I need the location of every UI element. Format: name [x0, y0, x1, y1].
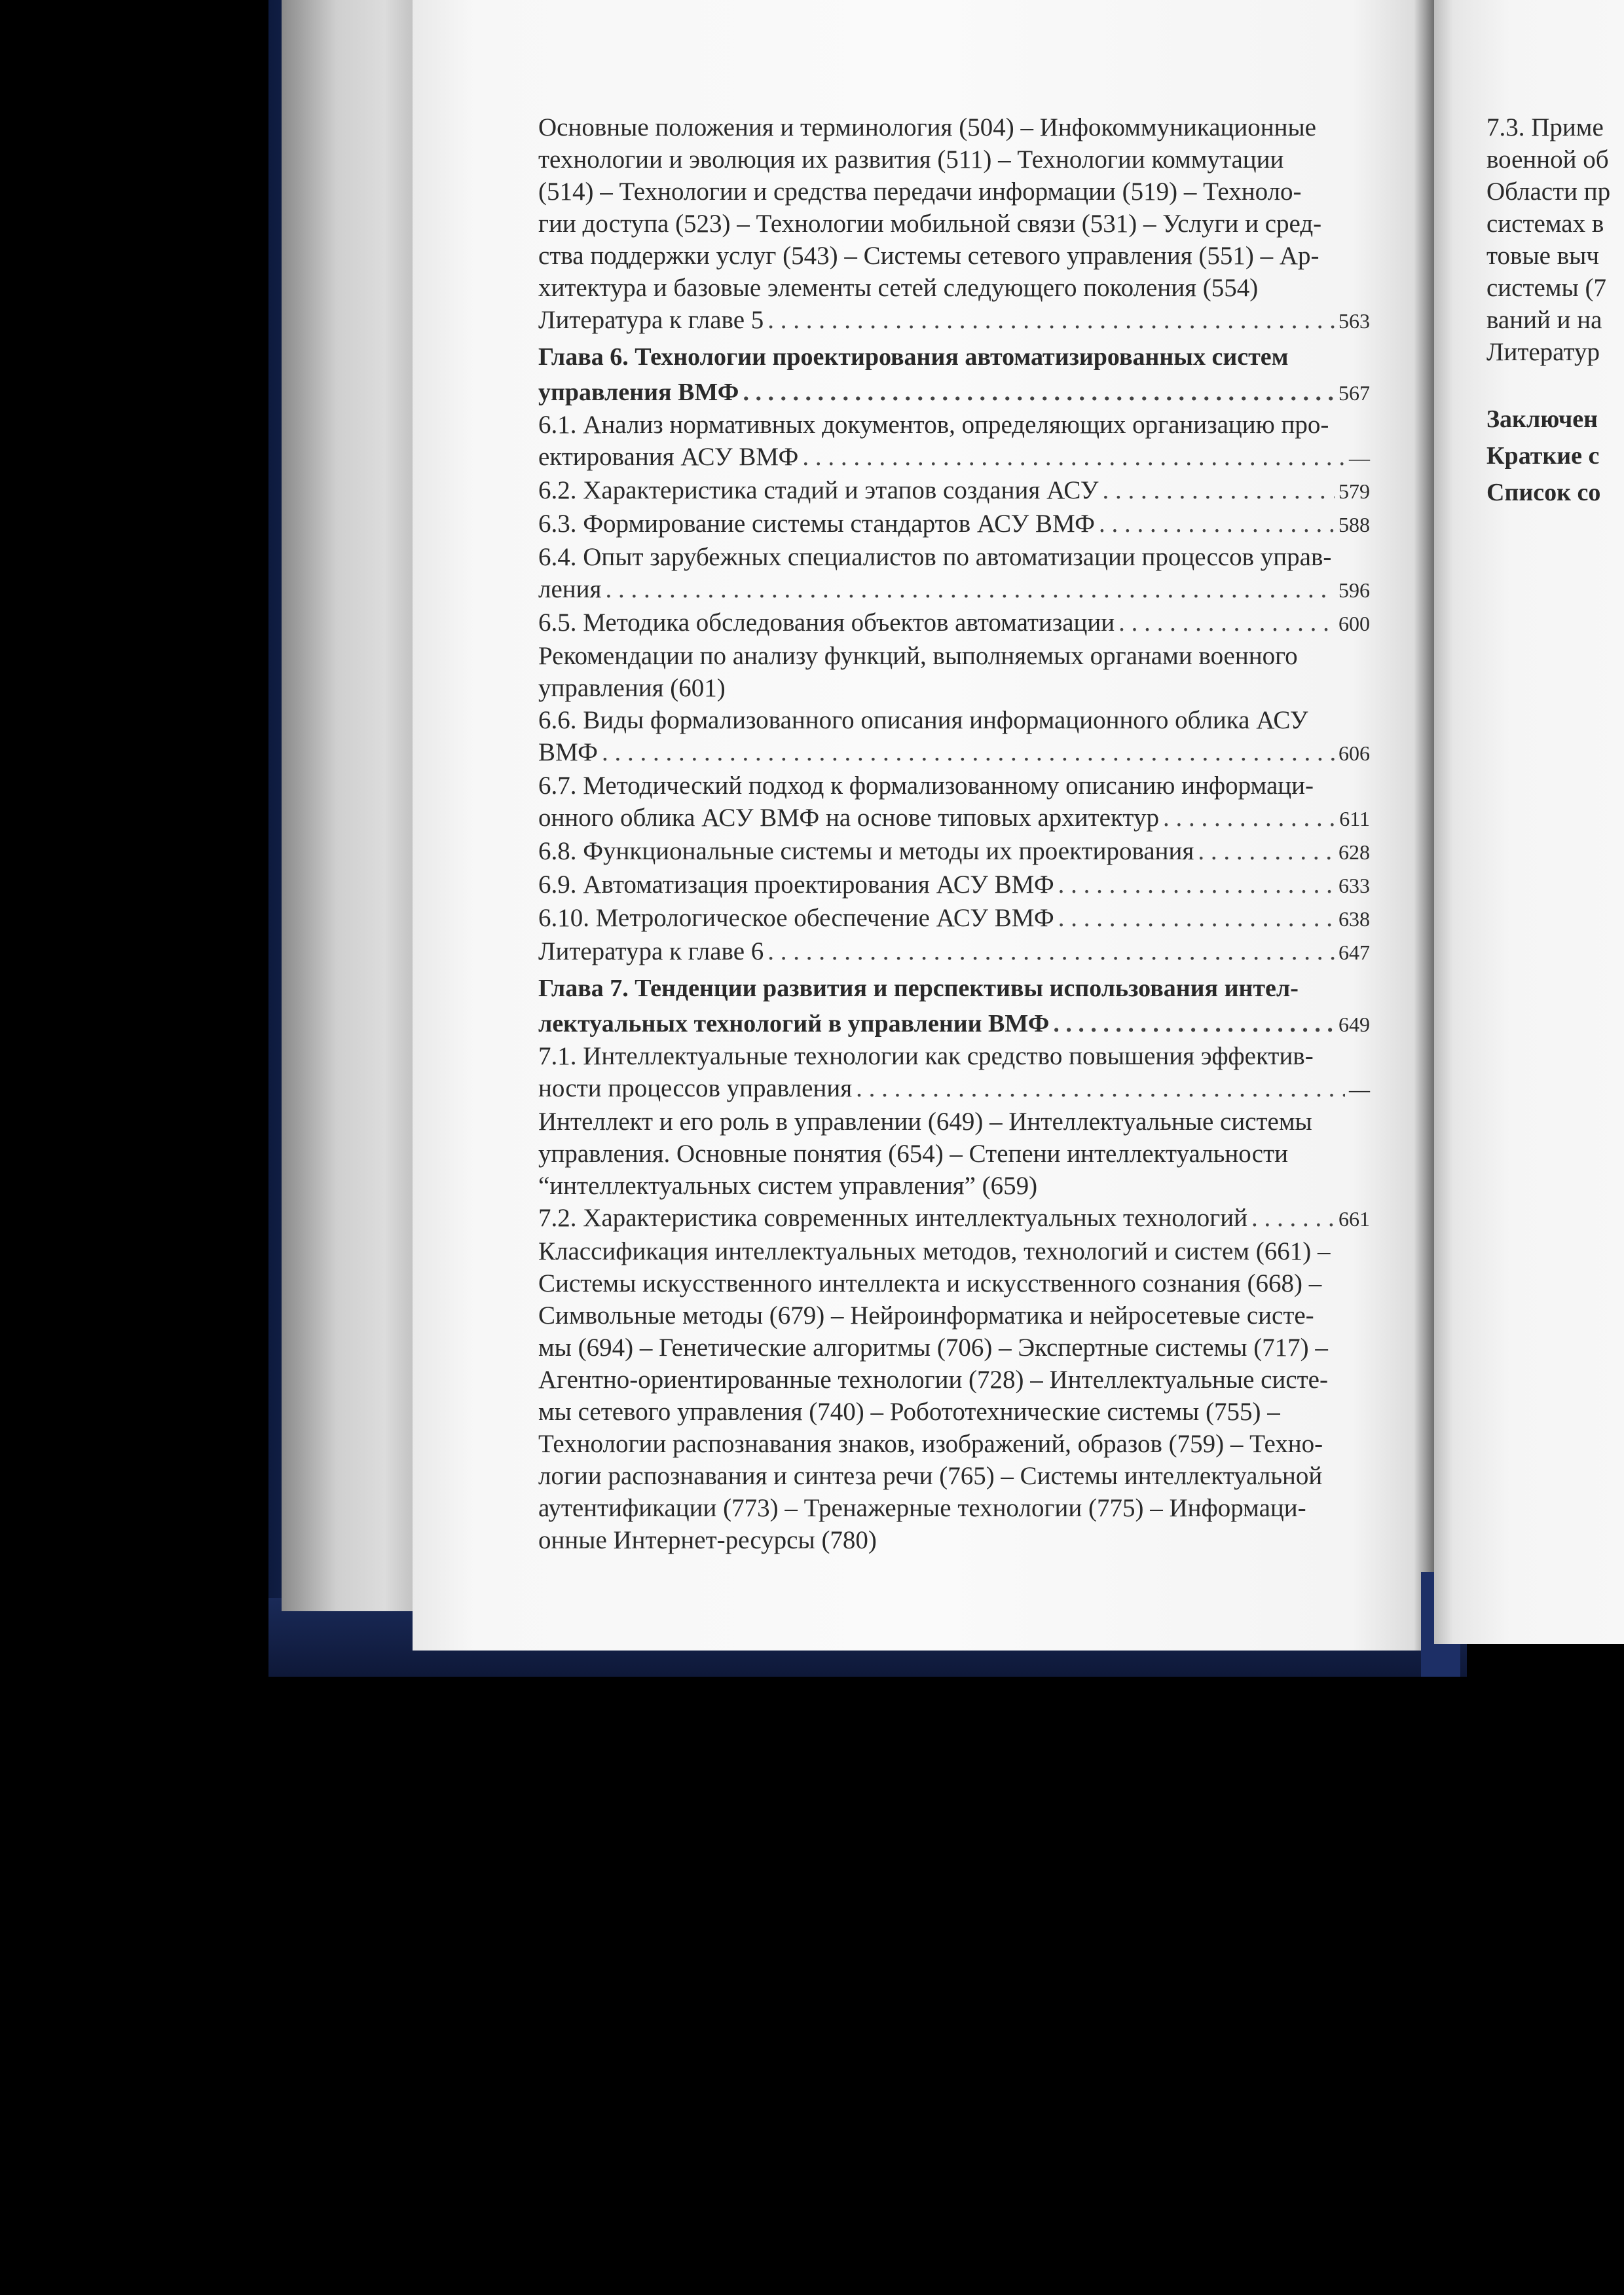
- toc-entry: [538, 1492, 1370, 1524]
- leader-dots: [1163, 802, 1335, 834]
- toc-entry-text: технологии и эволюция их развития (511) – Технологии коммутации: [538, 145, 1284, 174]
- toc-entry: [538, 1138, 1370, 1170]
- page-number: 661: [1338, 1207, 1370, 1231]
- toc-entry: [538, 111, 1370, 143]
- toc-entry: [538, 240, 1370, 272]
- toc-entry-text: хитектура и базовые элементы сетей следующего поколения (554): [538, 274, 1259, 302]
- toc-entry-text: Агентно-ориентированные технологии (728) – Интеллектуальные систе-: [538, 1366, 1328, 1394]
- toc-entry: [538, 1364, 1370, 1396]
- toc-entry: [538, 704, 1370, 736]
- toc-entry: [538, 736, 1370, 770]
- leader-dots: [1058, 902, 1335, 934]
- toc-entry-text: 6.2. Характеристика стадий и этапов создания АСУ: [538, 476, 1099, 504]
- leader-dots: [743, 377, 1335, 408]
- page-number: —: [1349, 446, 1370, 470]
- toc-entry-text: мы сетевого управления (740) – Робототехнические системы (755) –: [538, 1398, 1280, 1426]
- toc-entry-text: ектирования АСУ ВМФ: [538, 443, 799, 471]
- toc-entry-text: 6.9. Автоматизация проектирования АСУ ВМФ: [538, 870, 1054, 899]
- right-page: [1434, 0, 1624, 1644]
- toc-entry: [538, 606, 1370, 640]
- toc-entry-text: онные Интернет-ресурсы (780): [538, 1526, 877, 1554]
- toc-entry: [538, 1524, 1370, 1556]
- chapter-heading: [538, 341, 1370, 373]
- page-number: 628: [1338, 840, 1370, 864]
- page-number: 633: [1338, 874, 1370, 897]
- leader-dots: [605, 573, 1335, 605]
- chapter-heading: Краткие с: [1486, 442, 1600, 470]
- toc-entry: [538, 1106, 1370, 1138]
- toc-entry-text: 6.1. Анализ нормативных документов, определяющих организацию про-: [538, 411, 1329, 439]
- toc-entry: [538, 474, 1370, 508]
- toc-entry-text: 7.1. Интеллектуальные технологии как средство повышения эффектив-: [538, 1042, 1314, 1070]
- toc-entry-text: 6.8. Функциональные системы и методы их проектирования: [538, 837, 1194, 865]
- toc-entry-text: 6.4. Опыт зарубежных специалистов по автоматизации процессов управ-: [538, 543, 1332, 571]
- toc-entry-text: Основные положения и терминология (504) – Инфокоммуникационные: [538, 113, 1316, 141]
- page-number: 596: [1338, 578, 1370, 602]
- page-number: 600: [1338, 612, 1370, 635]
- page-number: 647: [1338, 941, 1370, 964]
- toc-entry: [538, 1332, 1370, 1364]
- toc-entry: [538, 1299, 1370, 1332]
- toc-entry-text: Технологии распознавания знаков, изображений, образов (759) – Техно-: [538, 1430, 1323, 1458]
- chapter-heading: Заключен: [1486, 405, 1598, 433]
- toc-entry-text: ства поддержки услуг (543) – Системы сетевого управления (551) – Ар-: [538, 242, 1320, 270]
- toc-entry-text: “интеллектуальных систем управления” (659): [538, 1172, 1038, 1200]
- chapter-heading: [538, 973, 1370, 1004]
- toc-entry-text: 6.10. Метрологическое обеспечение АСУ ВМФ: [538, 904, 1054, 932]
- toc-entry: [538, 802, 1370, 835]
- toc-entry: [538, 304, 1370, 337]
- toc-entry: [538, 902, 1370, 935]
- toc-entry-text: логии распознавания и синтеза речи (765) – Системы интеллектуальной: [538, 1462, 1323, 1490]
- toc-entry-text: 6.3. Формирование системы стандартов АСУ ВМФ: [538, 510, 1095, 538]
- leader-dots: [856, 1072, 1345, 1104]
- page-number: 588: [1338, 513, 1370, 536]
- leader-dots: [767, 304, 1335, 336]
- toc-entry: [538, 1267, 1370, 1299]
- toc-entry-text: Системы искусственного интеллекта и искусственного сознания (668) –: [538, 1269, 1322, 1297]
- page-number: 606: [1338, 741, 1370, 765]
- toc-entry-text: ления: [538, 575, 602, 603]
- toc-entry-text: управления (601): [538, 674, 726, 702]
- right-page-toc: [1486, 111, 1624, 511]
- page-number: 563: [1338, 309, 1370, 333]
- toc-entry-text: Литератур: [1486, 338, 1600, 366]
- toc-entry-text: военной об: [1486, 145, 1609, 174]
- leader-dots: [1102, 474, 1335, 506]
- toc-entry-text: онного облика АСУ ВМФ на основе типовых архитектур: [538, 804, 1159, 832]
- toc-entry-text: (514) – Технологии и средства передачи информации (519) – Техноло-: [538, 177, 1302, 206]
- table-of-contents: [538, 111, 1370, 1556]
- toc-entry-text: Интеллект и его роль в управлении (649) – Интеллектуальные системы: [538, 1108, 1312, 1136]
- toc-entry: [538, 640, 1370, 672]
- page-number: 567: [1338, 381, 1370, 405]
- page-number: 579: [1338, 479, 1370, 503]
- toc-entry: [538, 835, 1370, 868]
- spacer: [1486, 368, 1624, 401]
- page-number: 611: [1339, 807, 1370, 830]
- chapter-heading: Список со: [1486, 479, 1601, 506]
- toc-entry-text: Литература к главе 6: [538, 937, 764, 965]
- toc-entry: [538, 143, 1370, 176]
- leader-dots: [1053, 1008, 1335, 1039]
- page-number: 638: [1338, 907, 1370, 931]
- toc-entry: [538, 770, 1370, 802]
- toc-entry-text: товые выч: [1486, 242, 1599, 270]
- toc-entry: [538, 409, 1370, 441]
- toc-entry-text: Области пр: [1486, 177, 1611, 206]
- toc-entry-text: гии доступа (523) – Технологии мобильной связи (531) – Услуги и сред-: [538, 210, 1322, 238]
- toc-entry-text: Классификация интеллектуальных методов, технологий и систем (661) –: [538, 1237, 1331, 1265]
- toc-entry: [538, 573, 1370, 606]
- toc-entry-text: 7.3. Приме: [1486, 113, 1604, 141]
- toc-entry: [538, 1396, 1370, 1428]
- toc-entry-text: ваний и на: [1486, 306, 1602, 334]
- toc-entry: [538, 176, 1370, 208]
- page-block-edge: [282, 0, 419, 1611]
- toc-entry-text: Символьные методы (679) – Нейроинформатика и нейросетевые систе-: [538, 1301, 1314, 1330]
- toc-entry: [538, 272, 1370, 304]
- leader-dots: [1118, 606, 1335, 639]
- leader-dots: [602, 736, 1335, 768]
- leader-dots: [1058, 868, 1335, 901]
- toc-entry-text: Литература к главе 5: [538, 306, 764, 334]
- toc-entry: [538, 1072, 1370, 1106]
- chapter-heading: [538, 1008, 1370, 1040]
- book-gutter: [1414, 0, 1434, 1651]
- leader-dots: [802, 441, 1345, 473]
- toc-entry: [538, 935, 1370, 969]
- toc-entry: [538, 1170, 1370, 1202]
- leader-dots: [1099, 508, 1335, 540]
- toc-entry-text: 6.5. Методика обследования объектов автоматизации: [538, 608, 1115, 637]
- toc-entry: [538, 508, 1370, 541]
- toc-entry-text: 6.6. Виды формализованного описания информационного облика АСУ: [538, 706, 1308, 734]
- leader-dots: [767, 935, 1335, 967]
- toc-entry: [538, 441, 1370, 474]
- toc-entry: [538, 1235, 1370, 1267]
- toc-entry: [538, 868, 1370, 902]
- toc-entry: [538, 208, 1370, 240]
- toc-entry: [538, 541, 1370, 573]
- toc-entry-text: мы (694) – Генетические алгоритмы (706) – Экспертные системы (717) –: [538, 1334, 1328, 1362]
- toc-entry: [538, 1202, 1370, 1235]
- chapter-heading: [538, 377, 1370, 409]
- toc-entry-text: управления ВМФ: [538, 379, 739, 406]
- toc-entry-text: Рекомендации по анализу функций, выполняемых органами военного: [538, 642, 1298, 670]
- toc-entry: [538, 1460, 1370, 1492]
- toc-entry-text: Глава 7. Тенденции развития и перспективы использования интел-: [538, 975, 1299, 1002]
- toc-entry-text: аутентификации (773) – Тренажерные технологии (775) – Информаци-: [538, 1494, 1306, 1522]
- toc-entry-text: 7.2. Характеристика современных интеллектуальных технологий: [538, 1204, 1247, 1232]
- toc-entry-text: ности процессов управления: [538, 1074, 853, 1102]
- toc-entry-text: ВМФ: [538, 738, 598, 766]
- toc-entry-text: лектуальных технологий в управлении ВМФ: [538, 1010, 1050, 1037]
- toc-entry-text: системах в: [1486, 210, 1604, 238]
- toc-entry-text: Глава 6. Технологии проектирования автоматизированных систем: [538, 343, 1289, 371]
- leader-dots: [1251, 1202, 1335, 1234]
- page-number: —: [1349, 1077, 1370, 1101]
- toc-entry: [538, 672, 1370, 704]
- leader-dots: [1198, 835, 1335, 867]
- toc-entry-text: управления. Основные понятия (654) – Степени интеллектуальности: [538, 1140, 1288, 1168]
- toc-entry-text: 6.7. Методический подход к формализованному описанию информаци-: [538, 772, 1314, 800]
- toc-entry: [538, 1428, 1370, 1460]
- toc-entry-text: системы (7: [1486, 274, 1606, 302]
- page-number: 649: [1338, 1013, 1370, 1036]
- toc-entry: [538, 1040, 1370, 1072]
